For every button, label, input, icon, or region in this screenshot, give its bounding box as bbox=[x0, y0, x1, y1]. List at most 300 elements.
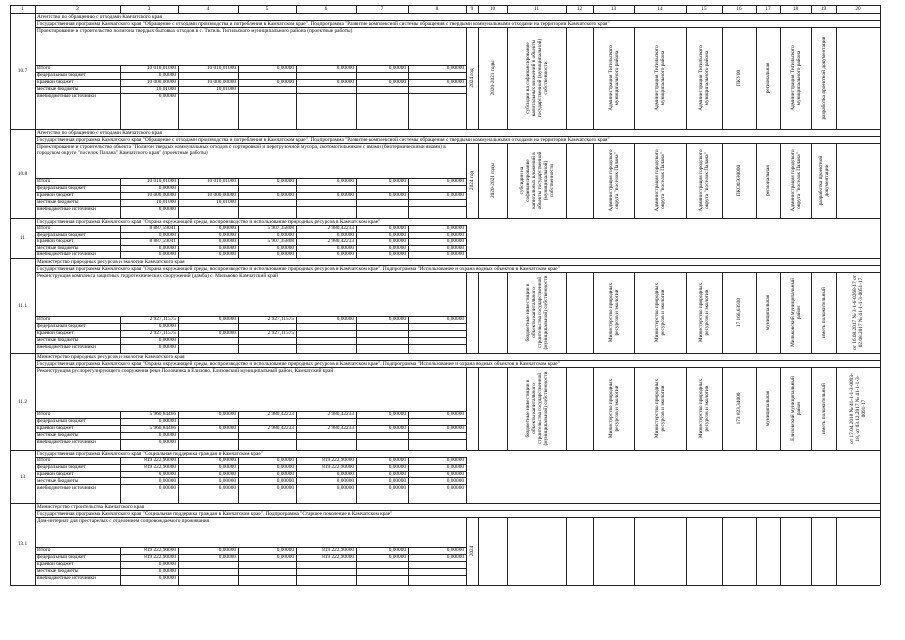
amount-col-divider bbox=[408, 178, 409, 218]
amount-cell: 0,00000 bbox=[218, 244, 236, 251]
amount-cell: 5 907,35808 bbox=[267, 238, 294, 245]
amount-col-divider bbox=[356, 225, 357, 258]
amount-cell: 0,00000 bbox=[218, 477, 236, 484]
amount-cell: 0,00000 bbox=[336, 470, 354, 477]
amount-cell: 0,00000 bbox=[218, 225, 236, 232]
amount-cell: 0,00000 bbox=[276, 244, 294, 251]
amount-cell: 0,00000 bbox=[158, 477, 176, 484]
data-line-separator bbox=[35, 561, 466, 562]
vertical-text-c9 bbox=[467, 370, 477, 447]
amount-cell: 10,01000 bbox=[156, 86, 176, 93]
amount-cell: 0,00000 bbox=[388, 477, 406, 484]
data-line-separator bbox=[35, 251, 466, 252]
vertical-text-c13: Министерство природных ресурсов и экологии bbox=[607, 282, 620, 343]
amount-cell: 2 980,42233 bbox=[267, 425, 294, 432]
right-border bbox=[880, 503, 881, 585]
amount-col-divider bbox=[120, 547, 121, 585]
amount-col-divider bbox=[120, 411, 121, 450]
amount-col-divider bbox=[238, 178, 239, 218]
amount-cell: 0,00000 bbox=[336, 244, 354, 251]
amount-cell: 0,00000 bbox=[446, 477, 464, 484]
column-number-header: 4 bbox=[206, 6, 210, 12]
amount-col-divider bbox=[238, 225, 239, 258]
amount-cell: 0,00000 bbox=[218, 251, 236, 258]
amount-cell: 819 222,90000 bbox=[144, 554, 176, 561]
amount-cell: 0,00000 bbox=[388, 238, 406, 245]
funding-source-label: Итого bbox=[37, 316, 51, 323]
amount-cell: 0,00000 bbox=[218, 470, 236, 477]
amount-col-divider bbox=[408, 411, 409, 450]
amount-cell: 0,00000 bbox=[446, 554, 464, 561]
vertical-text-c19: иметь положительный bbox=[820, 383, 827, 434]
id-col-divider bbox=[35, 13, 36, 129]
amount-cell: 2 980,42233 bbox=[327, 238, 354, 245]
amount-cell: 2 927,11575 bbox=[149, 316, 176, 323]
amount-cell: 0,00000 bbox=[388, 547, 406, 554]
amount-cell: 10 010,01000 bbox=[206, 65, 236, 72]
amount-cell: 0,00000 bbox=[218, 554, 236, 561]
vertical-text-c15: Министерство природных ресурсов и экологии bbox=[698, 378, 710, 439]
vertical-text-c20 bbox=[837, 520, 879, 582]
amount-col-divider bbox=[178, 225, 179, 258]
funding-source-label: Итого bbox=[37, 457, 51, 464]
amount-col-divider bbox=[120, 65, 121, 129]
vertical-text-c20 bbox=[837, 146, 879, 215]
amount-cell: 0,00000 bbox=[446, 547, 464, 554]
funding-source-label: федеральный бюджет bbox=[37, 418, 86, 425]
vertical-text-c18: Администрация городского округа "поселок Палана" bbox=[789, 149, 802, 212]
amount-cell: 0,00000 bbox=[158, 439, 176, 446]
amount-col-divider bbox=[356, 65, 357, 129]
funding-source-label: местные бюджеты bbox=[37, 477, 79, 484]
program-title: Государственная программа Камчатского края "Охрана окружающей среды, воспроизводство и использование природных ресурсов в Камчатском крае". Подпрограмма "Использование и охрана водных объектов в Камчатском крае" bbox=[37, 265, 560, 272]
funding-source-label: местные бюджеты bbox=[37, 568, 79, 575]
column-number-header: 18 bbox=[792, 6, 799, 12]
funding-source-label: внебюджетные источники bbox=[37, 251, 96, 258]
vertical-text-c13: Администрация Тигильского муниципального района bbox=[607, 45, 620, 111]
vertical-text-c19: разработка проектной документации bbox=[817, 155, 830, 206]
amount-cell: 0,00000 bbox=[218, 464, 236, 471]
amount-col-divider bbox=[296, 225, 297, 258]
funding-source-label: местные бюджеты bbox=[37, 86, 79, 93]
funding-source-label: Итого bbox=[37, 178, 51, 185]
amount-cell: 0,00000 bbox=[388, 316, 406, 323]
vertical-text-c15 bbox=[687, 520, 721, 582]
column-number-header: 15 bbox=[701, 6, 707, 12]
amount-col-divider bbox=[238, 411, 239, 450]
amount-cell: 0,00000 bbox=[276, 484, 294, 491]
vertical-text-c10 bbox=[479, 370, 506, 447]
program-title: Государственная программа Камчатского края "Охрана окружающей среды, воспроизводство и использование природных ресурсов в Камчатском крае". Подпрограмма "Использование и охрана водных объектов в Камчатском крае" bbox=[37, 360, 560, 367]
column-number-header: 3 bbox=[147, 6, 151, 12]
vertical-text-c11 bbox=[508, 520, 565, 582]
data-line-separator bbox=[35, 425, 466, 426]
amount-cell: 0,00000 bbox=[446, 79, 464, 86]
amount-cell: 10,01000 bbox=[216, 199, 236, 206]
funding-source-label: федеральный бюджет bbox=[37, 185, 86, 192]
vertical-text-c11: субсидии на софинансирование капитальных вложений в объекты государственной (муниципальной) собственности bbox=[524, 38, 549, 118]
data-line-separator bbox=[35, 418, 466, 419]
data-line-separator bbox=[35, 432, 466, 433]
amount-col-divider bbox=[178, 547, 179, 585]
amount-col-divider bbox=[120, 457, 121, 503]
amount-col-divider bbox=[356, 411, 357, 450]
amount-cell: 0,00000 bbox=[446, 225, 464, 232]
amount-cell: 0,00000 bbox=[446, 244, 464, 251]
data-line-separator bbox=[35, 484, 466, 485]
amount-cell: 0,00000 bbox=[446, 65, 464, 72]
id-col-divider bbox=[35, 218, 36, 258]
amount-col-divider bbox=[178, 178, 179, 218]
amount-cell: 0,00000 bbox=[336, 484, 354, 491]
data-line-separator bbox=[35, 232, 466, 233]
data-line-separator bbox=[35, 238, 466, 239]
vertical-text-c15: Администрация городского округа "поселок Палана" bbox=[698, 149, 710, 212]
amount-cell: 0,00000 bbox=[388, 192, 406, 199]
funding-source-label: краевой бюджет bbox=[37, 330, 74, 337]
data-line-separator bbox=[35, 344, 466, 345]
funding-source-label: Итого bbox=[37, 547, 51, 554]
vertical-text-c19: иметь положительный bbox=[820, 287, 827, 338]
amount-cell: 8 887,59041 bbox=[149, 225, 176, 232]
amount-cell: 0,00000 bbox=[158, 206, 176, 213]
amount-cell: 0,00000 bbox=[158, 561, 176, 568]
amount-cell: 0,00000 bbox=[158, 185, 176, 192]
block-title: Агентство по обращению с отходами Камчатского края bbox=[37, 13, 162, 20]
amount-col-divider bbox=[296, 457, 297, 503]
funding-source-label: внебюджетные источники bbox=[37, 93, 96, 100]
amount-cell: 0,00000 bbox=[218, 484, 236, 491]
vertical-text-c10: 2020-2021 годы bbox=[489, 162, 496, 199]
amount-cell: 0,00000 bbox=[218, 547, 236, 554]
amount-cell: 0,00000 bbox=[218, 231, 236, 238]
amount-col-divider bbox=[408, 65, 409, 129]
vertical-text-c14 bbox=[635, 520, 685, 582]
amount-col-divider bbox=[296, 316, 297, 353]
vertical-text-c9: 2024 год bbox=[469, 68, 475, 88]
amount-col-divider bbox=[296, 547, 297, 585]
funding-source-label: федеральный бюджет bbox=[37, 464, 86, 471]
funding-source-label: федеральный бюджет bbox=[37, 72, 86, 79]
amount-cell: 819 222,90000 bbox=[144, 547, 176, 554]
funding-source-label: внебюджетные источники bbox=[37, 344, 96, 351]
amount-cell: 0,00000 bbox=[388, 65, 406, 72]
amount-col-divider bbox=[296, 65, 297, 129]
info-col-divider bbox=[566, 367, 567, 450]
amount-cell: 10 010,01000 bbox=[146, 178, 176, 185]
funding-source-label: местные бюджеты bbox=[37, 337, 79, 344]
amount-cell: 0,00000 bbox=[276, 79, 294, 86]
amount-cell: 819 222,90000 bbox=[322, 464, 354, 471]
funding-source-label: внебюджетные источники bbox=[37, 439, 96, 446]
data-line-separator bbox=[35, 93, 466, 94]
amount-cell: 0,00000 bbox=[446, 470, 464, 477]
amount-cell: 0,00000 bbox=[446, 192, 464, 199]
amount-cell: 0,00000 bbox=[218, 457, 236, 464]
amount-cell: 819 222,90000 bbox=[144, 464, 176, 471]
vertical-text-c14: Министерство природных ресурсов и экологии bbox=[654, 378, 666, 439]
amount-cell: 8 887,59041 bbox=[149, 238, 176, 245]
id-col-divider bbox=[35, 129, 36, 218]
amount-cell: 0,00000 bbox=[446, 231, 464, 238]
vertical-text-c16: ПКО0ЭЭ0000 bbox=[736, 164, 742, 197]
amount-cell: 2 980,42233 bbox=[327, 225, 354, 232]
amount-cell: 0,00000 bbox=[336, 192, 354, 199]
amount-cell: 0,00000 bbox=[276, 178, 294, 185]
amount-cell: 10 000,00000 bbox=[146, 79, 176, 86]
amount-col-divider bbox=[356, 316, 357, 353]
amount-cell: 2 980,42233 bbox=[327, 425, 354, 432]
amount-cell: 10 010,01000 bbox=[146, 65, 176, 72]
block-title: Государственная программа Камчатского края "Социальная поддержка граждан в Камчатском крае" bbox=[37, 450, 263, 457]
amount-cell: 0,00000 bbox=[336, 251, 354, 258]
amount-cell: 0,00000 bbox=[158, 470, 176, 477]
vertical-text-c18: Мильковский муниципальный район bbox=[789, 278, 802, 347]
amount-cell: 0,00000 bbox=[218, 238, 236, 245]
amount-cell: 0,00000 bbox=[336, 231, 354, 238]
funding-source-label: внебюджетные источники bbox=[37, 484, 96, 491]
object-title: Проектирование и строительство полигона твердых бытовых отходов в с. Тигиль Тигильского муниципального района (проектные работы) bbox=[37, 27, 353, 34]
info-col-divider bbox=[566, 27, 567, 129]
right-border bbox=[880, 258, 881, 353]
amount-cell: 0,00000 bbox=[158, 251, 176, 258]
amount-cell: 0,00000 bbox=[388, 178, 406, 185]
object-title: Дом-интернат для престарелых с отделением сопровождаемого проживания bbox=[37, 517, 210, 524]
column-number-header: 10 bbox=[489, 6, 496, 12]
vertical-text-c20 bbox=[837, 30, 879, 126]
block-title: Министерство природных ресурсов и экологии Камчатского края bbox=[37, 353, 185, 360]
column-number-header: 14 bbox=[657, 6, 663, 12]
row-number: 13.1 bbox=[17, 541, 28, 547]
amount-cell: 0,00000 bbox=[336, 178, 354, 185]
table-bottom-border bbox=[10, 585, 880, 586]
funding-source-label: Итого bbox=[37, 65, 51, 72]
vertical-text-c14: Администрация городского округа "поселок Палана" bbox=[654, 149, 666, 212]
info-col-divider bbox=[566, 272, 567, 353]
block-title: Государственная программа Камчатского края "Охрана окружающей среды, воспроизводство и использование природных ресурсов в Камчатском крае" bbox=[37, 218, 381, 225]
row-number: 13 bbox=[19, 473, 26, 480]
row-number: 10.8 bbox=[17, 170, 28, 177]
vertical-text-c17: региональная bbox=[765, 165, 771, 196]
vertical-text-c9: 2024 год bbox=[469, 170, 475, 191]
vertical-text-c17 bbox=[757, 520, 779, 582]
amount-cell: 0,00000 bbox=[388, 231, 406, 238]
data-line-separator bbox=[35, 471, 466, 472]
amount-col-divider bbox=[408, 316, 409, 353]
amount-col-divider bbox=[296, 411, 297, 450]
amount-cell: 10 000,00000 bbox=[146, 192, 176, 199]
row-number: 10.7 bbox=[17, 68, 28, 74]
right-border bbox=[880, 13, 881, 129]
block-title: Министерство природных ресурсов и экологии Камчатского края bbox=[37, 258, 185, 265]
amount-cell: 0,00000 bbox=[388, 411, 406, 418]
amount-col-divider bbox=[408, 225, 409, 258]
amount-cell: 0,00000 bbox=[446, 251, 464, 258]
vertical-text-c14: Администрация Тигильского муниципального района bbox=[654, 45, 666, 111]
amount-cell: 0,00000 bbox=[388, 251, 406, 258]
vertical-text-c16: 173 823,34000 bbox=[736, 392, 742, 425]
column-number-header: 5 bbox=[265, 6, 269, 12]
amount-cell: 0,00000 bbox=[446, 238, 464, 245]
amount-cell: 0,00000 bbox=[158, 231, 176, 238]
vertical-text-c20: от 16.08.2017 № 3-1-6-0268-17 от 02.08.2017 № 41-1-1-3-0051-17 bbox=[852, 275, 864, 350]
funding-source-label: краевой бюджет bbox=[37, 192, 74, 199]
column-number-header: 9 bbox=[470, 6, 474, 12]
block-title: Министерство строительства Камчатского края bbox=[37, 503, 145, 510]
info-col-divider bbox=[566, 143, 567, 218]
amount-cell: 0,00000 bbox=[218, 411, 236, 418]
vertical-text-c19: разработка проектной документации bbox=[820, 36, 827, 120]
amount-cell: 0,00000 bbox=[446, 457, 464, 464]
column-number-header: 20 bbox=[855, 6, 861, 12]
data-line-separator bbox=[35, 337, 466, 338]
column-number-header: 11 bbox=[533, 6, 540, 12]
amount-col-divider bbox=[120, 316, 121, 353]
amount-cell: 0,00000 bbox=[446, 484, 464, 491]
column-number-header: 8 bbox=[435, 6, 439, 12]
right-border bbox=[880, 129, 881, 218]
column-number-header: 16 bbox=[736, 6, 742, 12]
amount-col-divider bbox=[178, 457, 179, 503]
amount-col-divider bbox=[466, 225, 467, 258]
amount-cell: 819 222,90000 bbox=[322, 547, 354, 554]
column-number-header: 6 bbox=[324, 6, 328, 12]
data-line-separator bbox=[35, 86, 466, 87]
amount-cell: 0,00000 bbox=[276, 477, 294, 484]
id-col-divider bbox=[35, 450, 36, 503]
amount-cell: 0,00000 bbox=[158, 93, 176, 100]
vertical-text-c17: муниципальная bbox=[765, 294, 771, 331]
amount-col-divider bbox=[238, 547, 239, 585]
funding-source-label: краевой бюджет bbox=[37, 425, 74, 432]
data-line-separator bbox=[35, 575, 466, 576]
data-line-separator bbox=[35, 323, 466, 324]
amount-cell: 0,00000 bbox=[158, 484, 176, 491]
vertical-text-c11: субсидии на софинансирование капитальных вложений в объекты государственной (муниципальной) собственности bbox=[518, 151, 555, 210]
object-title: Проектирование и строительство объекта "Полигон твердых коммунальных отходов с сортировкой и перегрузочной мусора, скотомогильником с ямами (биотермическими ямами) в городском округе "поселок Палана" Камчатского края" (проектные работы) bbox=[37, 143, 446, 156]
amount-cell: 0,00000 bbox=[388, 79, 406, 86]
vertical-text-c20: от 17.04.2018 № 41-1-1-3-0093-18, от 03.12.2017 № 41-1-1-3-0091-17 bbox=[849, 373, 867, 444]
amount-cell: 0,00000 bbox=[446, 411, 464, 418]
amount-col-divider bbox=[120, 225, 121, 258]
right-border bbox=[880, 450, 881, 503]
column-number-header: 2 bbox=[76, 6, 79, 12]
vertical-text-c10 bbox=[479, 520, 506, 582]
amount-cell: 0,00000 bbox=[158, 72, 176, 79]
block-title: Агентство по обращению с отходами Камчатского края bbox=[37, 129, 162, 136]
funding-source-label: Итого bbox=[37, 411, 51, 418]
amount-cell: 0,00000 bbox=[388, 470, 406, 477]
funding-source-label: местные бюджеты bbox=[37, 199, 79, 206]
amount-cell: 10 000,00000 bbox=[206, 79, 236, 86]
amount-cell: 0,00000 bbox=[218, 425, 236, 432]
data-line-separator bbox=[35, 199, 466, 200]
amount-cell: 0,00000 bbox=[276, 554, 294, 561]
amount-cell: 2 980,42233 bbox=[267, 411, 294, 418]
amount-col-divider bbox=[178, 316, 179, 353]
amount-col-divider bbox=[238, 457, 239, 503]
data-line-separator bbox=[35, 568, 466, 569]
funding-source-label: федеральный бюджет bbox=[37, 323, 86, 330]
amount-cell: 0,00000 bbox=[158, 344, 176, 351]
amount-cell: 10 010,01000 bbox=[206, 178, 236, 185]
amount-cell: 0,00000 bbox=[158, 244, 176, 251]
amount-col-divider bbox=[408, 457, 409, 503]
amount-cell: 0,00000 bbox=[158, 432, 176, 439]
vertical-text-c13: Министерство природных ресурсов и экологии bbox=[607, 378, 620, 439]
column-number-header: 13 bbox=[610, 6, 617, 12]
amount-cell: 2 927,11575 bbox=[267, 316, 294, 323]
amount-cell: 0,00000 bbox=[336, 477, 354, 484]
amount-cell: 0,00000 bbox=[276, 251, 294, 258]
amount-cell: 5 960,84466 bbox=[149, 425, 176, 432]
amount-col-divider bbox=[356, 547, 357, 585]
funding-source-label: федеральный бюджет bbox=[37, 554, 86, 561]
amount-cell: 0,00000 bbox=[276, 65, 294, 72]
amount-cell: 5 907,35808 bbox=[267, 225, 294, 232]
vertical-text-c9 bbox=[467, 275, 477, 350]
vertical-text-c16 bbox=[723, 520, 755, 582]
amount-cell: 10 000,00000 bbox=[206, 192, 236, 199]
amount-cell: 0,00000 bbox=[158, 568, 176, 575]
header-col-divider bbox=[880, 5, 881, 13]
amount-cell: 0,00000 bbox=[158, 323, 176, 330]
funding-source-label: краевой бюджет bbox=[37, 238, 74, 245]
column-number-header: 19 bbox=[820, 6, 827, 12]
data-line-separator bbox=[35, 79, 466, 80]
vertical-text-c9: 2024 bbox=[469, 545, 475, 557]
column-number-header: 12 bbox=[576, 6, 583, 12]
amount-cell: 10,01000 bbox=[216, 86, 236, 93]
amount-cell: 0,00000 bbox=[336, 316, 354, 323]
amount-col-divider bbox=[238, 316, 239, 353]
amount-cell: 0,00000 bbox=[158, 337, 176, 344]
amount-cell: 0,00000 bbox=[158, 418, 176, 425]
program-title: Государственная программа Камчатского края "Обращение с отходами производства и потребления в Камчатском крае". Подпрограмма "Развитие комплексной системы обращения с твердыми коммунальными отходами на территории Камчатского края" bbox=[37, 20, 610, 27]
funding-source-label: внебюджетные источники bbox=[37, 575, 96, 582]
amount-cell: 0,00000 bbox=[446, 316, 464, 323]
amount-cell: 0,00000 bbox=[276, 231, 294, 238]
vertical-text-c11: бюджетные инвестиции в объекты капитального строительства государственной (муниципальной) собственности bbox=[524, 275, 549, 350]
column-number-header: 7 bbox=[380, 6, 384, 12]
vertical-text-c10 bbox=[479, 275, 506, 350]
amount-cell: 2 927,11575 bbox=[149, 330, 176, 337]
amount-cell: 0,00000 bbox=[388, 457, 406, 464]
vertical-text-c10: 2020-2021 годы bbox=[489, 60, 496, 96]
id-col-divider bbox=[35, 503, 36, 585]
data-line-separator bbox=[35, 477, 466, 478]
funding-source-label: краевой бюджет bbox=[37, 561, 74, 568]
column-number-header: 17 bbox=[765, 6, 771, 12]
funding-source-label: Итого bbox=[37, 225, 51, 232]
amount-cell: 2 980,42233 bbox=[327, 411, 354, 418]
vertical-text-c18 bbox=[781, 520, 810, 582]
amount-cell: 819 222,90000 bbox=[322, 554, 354, 561]
amount-col-divider bbox=[178, 411, 179, 450]
amount-cell: 0,00000 bbox=[388, 244, 406, 251]
data-line-separator bbox=[35, 439, 466, 440]
amount-col-divider bbox=[296, 178, 297, 218]
amount-cell: 0,00000 bbox=[276, 457, 294, 464]
column-number-header: 1 bbox=[21, 6, 24, 12]
amount-col-divider bbox=[466, 457, 467, 503]
vertical-text-c15: Министерство природных ресурсов и экологии bbox=[698, 282, 710, 343]
amount-cell: 0,00000 bbox=[336, 65, 354, 72]
data-line-separator bbox=[35, 330, 466, 331]
program-title: Государственная программа Камчатского края "Обращение с отходами производства и потребления в Камчатском крае". Подпрограмма "Развитие комплексной системы обращения с твердыми коммунальными отходами на территории Камчатского края" bbox=[37, 136, 610, 143]
vertical-text-c15: Администрация Тигильского муниципального района bbox=[698, 45, 710, 111]
vertical-text-c13: Администрация городского округа "поселок Палана" bbox=[607, 149, 620, 212]
